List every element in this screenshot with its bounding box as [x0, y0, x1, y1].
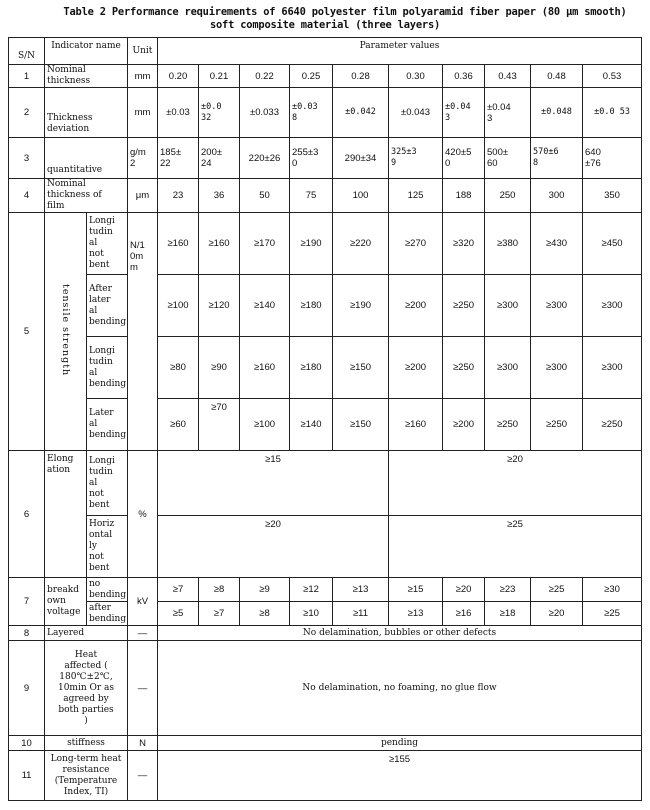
value-cell: No delamination, bubbles or other defects: [158, 626, 642, 641]
table-row: [9, 179, 642, 213]
value-cell: ≥25: [583, 602, 642, 626]
value-cell: ≥20: [531, 602, 583, 626]
indicator-cell: Layered: [45, 626, 128, 641]
value-cell: ≥200: [389, 275, 443, 337]
value-cell: ≥200: [389, 337, 443, 399]
value-cell: ≥20: [158, 516, 389, 578]
group-label-cell: breakd own voltage: [45, 578, 87, 626]
value-cell: ≥300: [583, 337, 642, 399]
value-cell: ≥200: [443, 399, 485, 451]
unit-cell: —: [128, 641, 158, 736]
value-cell: ≥160: [389, 399, 443, 451]
table-row: [9, 451, 642, 516]
indicator-cell: Nominal thickness: [45, 65, 128, 88]
group-label-cell: Elong ation: [45, 451, 87, 578]
table-row: [9, 736, 642, 751]
header-unit: Unit: [128, 38, 158, 65]
table-title: [0, 6, 650, 32]
value-cell: 500± 60: [485, 138, 531, 179]
value-cell: ±0.0 32: [199, 88, 240, 138]
value-cell: ≥160: [240, 337, 290, 399]
unit-cell: —: [128, 751, 158, 801]
sub-label-cell: Longi tudin al bending: [87, 337, 128, 399]
value-cell: 0.43: [485, 65, 531, 88]
header-row: [9, 38, 642, 65]
value-cell: 0.20: [158, 65, 199, 88]
table-row: [9, 751, 642, 801]
value-cell: ±0.04 3: [485, 88, 531, 138]
value-cell: ≥8: [199, 578, 240, 602]
value-cell: ≥7: [158, 578, 199, 602]
value-cell: ≥270: [389, 213, 443, 275]
value-cell: 0.53: [583, 65, 642, 88]
value-cell: 36: [199, 179, 240, 213]
value-cell: ≥80: [158, 337, 199, 399]
value-cell: ≥250: [485, 399, 531, 451]
unit-cell: g/m 2: [128, 138, 158, 179]
value-cell: ≥170: [240, 213, 290, 275]
value-cell: ≥12: [290, 578, 333, 602]
value-cell: ±0.043: [389, 88, 443, 138]
value-cell: 0.48: [531, 65, 583, 88]
table-row: [9, 516, 642, 578]
value-cell: 75: [290, 179, 333, 213]
value-cell: pending: [158, 736, 642, 751]
value-cell: 0.30: [389, 65, 443, 88]
sn-cell: 10: [9, 736, 45, 751]
unit-cell: N: [128, 736, 158, 751]
value-cell: 640 ±76: [583, 138, 642, 179]
value-cell: ≥180: [290, 275, 333, 337]
value-cell: ≥70: [199, 399, 240, 451]
value-cell: ≥60: [158, 399, 199, 451]
value-cell: ≥100: [240, 399, 290, 451]
unit-cell: [128, 213, 158, 451]
sub-label-cell: After later al bending: [87, 275, 128, 337]
sub-label-cell: no bending: [87, 578, 128, 602]
sn-cell: 11: [9, 751, 45, 801]
value-cell: 290±34: [333, 138, 389, 179]
group-label: tensile strength: [60, 283, 71, 377]
unit-cell: μm: [128, 179, 158, 213]
value-cell: 255±3 0: [290, 138, 333, 179]
value-cell: ≥90: [199, 337, 240, 399]
value-cell: ≥11: [333, 602, 389, 626]
title-line-2: soft composite material (three layers): [209, 19, 441, 31]
table-row: [9, 275, 642, 337]
sn-cell: 8: [9, 626, 45, 641]
indicator-cell: Heat affected ( 180℃±2℃, 10min Or as agreed by both parties ): [45, 641, 128, 736]
value-cell: 220±26: [240, 138, 290, 179]
value-cell: 300: [531, 179, 583, 213]
table-row: [9, 213, 642, 275]
value-cell: 0.21: [199, 65, 240, 88]
value-cell: ≥300: [531, 337, 583, 399]
value-cell: ≥140: [290, 399, 333, 451]
value-cell: ±0.03: [158, 88, 199, 138]
sn-cell: 3: [9, 138, 45, 179]
sn-cell: 6: [9, 451, 45, 578]
value-cell: ±0.03 8: [290, 88, 333, 138]
value-cell: 188: [443, 179, 485, 213]
value-cell: ≥5: [158, 602, 199, 626]
sub-label-cell: Later al bending: [87, 399, 128, 451]
value-cell: ≥180: [290, 337, 333, 399]
value-cell: ≥450: [583, 213, 642, 275]
value-cell: ≥25: [531, 578, 583, 602]
value-cell: ±0.042: [333, 88, 389, 138]
value-cell: ≥300: [583, 275, 642, 337]
table-row: [9, 138, 642, 179]
table-row: [9, 626, 642, 641]
sn-cell: 2: [9, 88, 45, 138]
value-cell: ≥20: [389, 451, 642, 516]
value-cell: ≥380: [485, 213, 531, 275]
indicator-cell: Thickness deviation: [45, 88, 128, 138]
header-parameters: Parameter values: [158, 38, 642, 65]
value-cell: ±0.033: [240, 88, 290, 138]
value-cell: 23: [158, 179, 199, 213]
indicator-cell: stiffness: [45, 736, 128, 751]
value-cell: ≥15: [158, 451, 389, 516]
value-cell: ≥430: [531, 213, 583, 275]
sub-label-cell: Longi tudin al not bent: [87, 451, 128, 516]
value-cell: ≥10: [290, 602, 333, 626]
value-cell: 50: [240, 179, 290, 213]
value-cell: ≥8: [240, 602, 290, 626]
value-cell: ≥15: [389, 578, 443, 602]
header-indicator: Indicator name: [45, 38, 128, 65]
sn-cell: 4: [9, 179, 45, 213]
sub-label-cell: after bending: [87, 602, 128, 626]
value-cell: 420±5 0: [443, 138, 485, 179]
value-cell: ≥140: [240, 275, 290, 337]
table-row: [9, 65, 642, 88]
value-cell: ±0.0 53: [583, 88, 642, 138]
indicator-cell: Long-term heat resistance (Temperature Index, TI): [45, 751, 128, 801]
value-cell: ≥160: [158, 213, 199, 275]
value-cell: ≥23: [485, 578, 531, 602]
indicator-cell: quantitative: [45, 138, 128, 179]
unit-cell: —: [128, 626, 158, 641]
value-cell: ≥120: [199, 275, 240, 337]
value-cell: 325±3 9: [389, 138, 443, 179]
value-cell: 0.22: [240, 65, 290, 88]
value-cell: ≥190: [290, 213, 333, 275]
table-row: [9, 399, 642, 451]
value-cell: 250: [485, 179, 531, 213]
sub-label-cell: Horiz ontal ly not bent: [87, 516, 128, 578]
sn-cell: 5: [9, 213, 45, 451]
value-cell: ≥220: [333, 213, 389, 275]
unit-cell: %: [128, 451, 158, 578]
indicator-cell: Nominal thickness of film: [45, 179, 128, 213]
value-cell: ≥13: [333, 578, 389, 602]
value-cell: ≥7: [199, 602, 240, 626]
value-cell: ±0.048: [531, 88, 583, 138]
value-cell: ≥9: [240, 578, 290, 602]
value-cell: 125: [389, 179, 443, 213]
value-cell: ≥150: [333, 399, 389, 451]
value-cell: ≥320: [443, 213, 485, 275]
value-cell: ≥250: [531, 399, 583, 451]
value-cell: 570±6 8: [531, 138, 583, 179]
value-cell: 350: [583, 179, 642, 213]
value-cell: ≥150: [333, 337, 389, 399]
value-cell: 185± 22: [158, 138, 199, 179]
sub-label-cell: Longi tudin al not bent: [87, 213, 128, 275]
value-cell: ≥30: [583, 578, 642, 602]
value-cell: ≥25: [389, 516, 642, 578]
performance-table: [8, 37, 642, 801]
value-cell: ≥18: [485, 602, 531, 626]
value-cell: ≥300: [531, 275, 583, 337]
value-cell: ≥300: [485, 275, 531, 337]
table-row: [9, 578, 642, 602]
value-cell: ≥160: [199, 213, 240, 275]
value-cell: ≥20: [443, 578, 485, 602]
header-sn: S/N: [9, 38, 45, 65]
unit-text: N/1 0m m: [130, 240, 145, 273]
value-cell: 200± 24: [199, 138, 240, 179]
value-cell: ≥250: [443, 337, 485, 399]
table-row: [9, 602, 642, 626]
group-label-cell: [45, 213, 87, 451]
value-cell: ≥155: [158, 751, 642, 801]
value-cell: ≥250: [583, 399, 642, 451]
value-cell: ≥250: [443, 275, 485, 337]
value-cell: ≥100: [158, 275, 199, 337]
title-line-1: Table 2 Performance requirements of 6640 polyester film polyaramid fiber paper (80 μm smooth): [63, 6, 627, 18]
value-cell: 0.25: [290, 65, 333, 88]
unit-cell: mm: [128, 88, 158, 138]
value-cell: ≥190: [333, 275, 389, 337]
value-cell: 0.28: [333, 65, 389, 88]
value-cell: No delamination, no foaming, no glue flow: [158, 641, 642, 736]
table-row: [9, 641, 642, 736]
sn-cell: 7: [9, 578, 45, 626]
value-cell: 0.36: [443, 65, 485, 88]
value-cell: ≥13: [389, 602, 443, 626]
sn-cell: 9: [9, 641, 45, 736]
table-row: [9, 337, 642, 399]
value-cell: ≥16: [443, 602, 485, 626]
table-row: [9, 88, 642, 138]
unit-cell: mm: [128, 65, 158, 88]
value-cell: ≥300: [485, 337, 531, 399]
unit-cell: kV: [128, 578, 158, 626]
sn-cell: 1: [9, 65, 45, 88]
value-cell: 100: [333, 179, 389, 213]
value-cell: ±0.04 3: [443, 88, 485, 138]
